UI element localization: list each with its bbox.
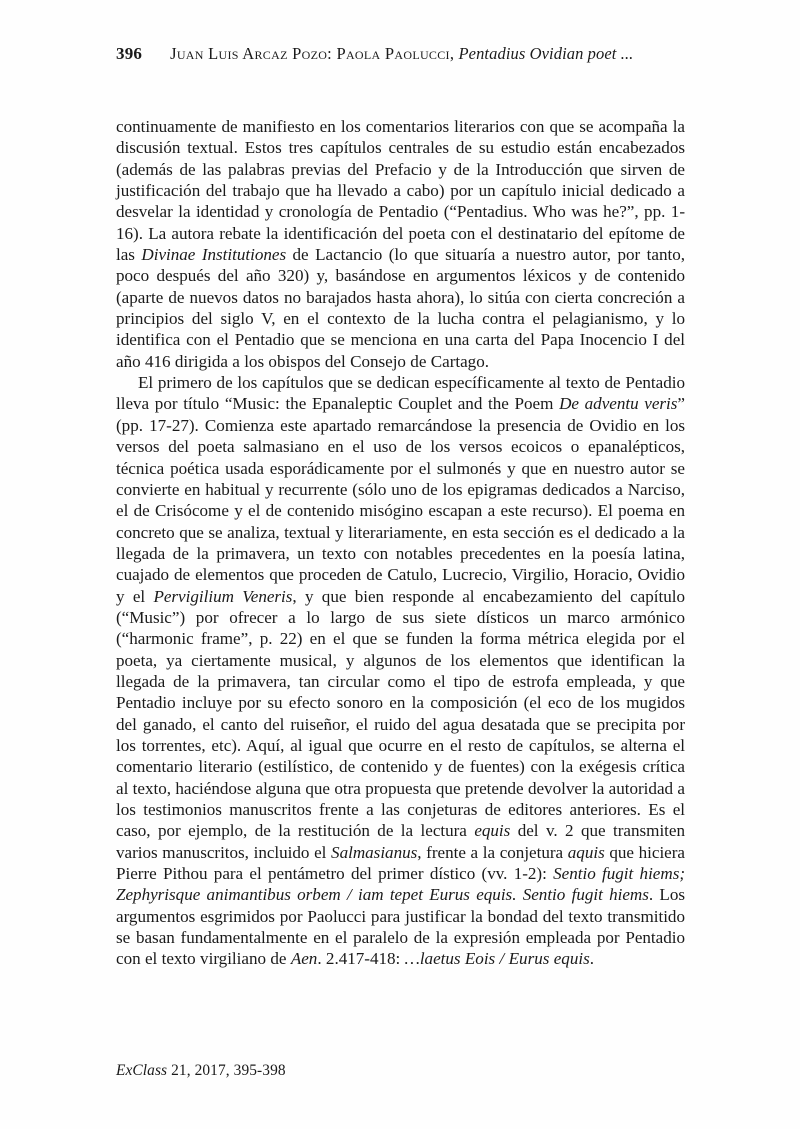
text-run-roman: , frente a la conjetura [417, 842, 568, 862]
text-run-italic: Aen [290, 949, 318, 969]
text-run-italic: Salmasianus [331, 842, 418, 862]
text-run-roman: continuamente de manifiesto en los comentarios literarios con que se acompaña la discusión textual. Estos tres capítulos centrales de su estudio están encabezados (además de las palabras previas del Prefacio y de la Introducción que sirven de justificación del trabajo que ha llevado a cabo) por un capítulo inicial dedicado a desvelar la identidad y cronología de Pentadio (“Pentadius. Who was he?”, pp. 1-16). La autora rebate la identificación del poeta con el destinatario del epítome de las [116, 117, 685, 265]
text-run-roman: de Lactancio (lo que situaría a nuestro autor, por tanto, poco después del año 320) y, basándose en argumentos léxicos y de contenido (aparte de nuevos datos no barajados hasta ahora), lo sitúa con cierta concreción a principios del siglo V, en el contexto de la lucha contra el pelagianismo, y lo identifica con el Pentadio que se menciona en una carta del Papa Inocencio I del año 416 dirigida a los obispos del Consejo de Cartago. [116, 245, 685, 371]
paragraph-1 [116, 116, 685, 372]
journal-citation: 21, 2017, 395-398 [167, 1062, 286, 1079]
text-run-roman: que hiciera Pierre Pithou para el pentámetro del primer dístico (vv. 1-2): [116, 842, 685, 884]
text-run-italic: Sentio fugit hiems; Zephyrisque animantibus orbem / iam tepet Eurus equis. Sentio fugit hiems [116, 864, 685, 905]
running-header-authors: Juan Luis Arcaz Pozo: Paola Paolucci, [170, 44, 455, 63]
text-run-italic: equis [474, 821, 511, 841]
text-run-roman: , y que bien responde al encabezamiento del capítulo (“Music”) por ofrecer a lo largo de sus siete dísticos un marco armónico (“harmonic frame”, p. 22) en el que se funden la forma métrica elegida por el poeta, ya ciertamente musical, y algunos de los elementos que identifican la llegada de la primavera, tan circular como el tipo de estrofa empleada, y que Pentadio incluye por su efecto sonoro en la composición (el eco de los mugidos del ganado, el canto del ruiseñor, el ruido del agua desatada que se precipita por los torrentes, etc). Aquí, al igual que ocurre en el resto de capítulos, se alterna el comentario literario (estilístico, de contenido y de fuentes) con la exégesis crítica al texto, haciéndose alguna que otra propuesta que pretende devolver la autoridad a los testimonios manuscritos frente a las conjeturas de editores anteriores. Es el caso, por ejemplo, de la restitución de la lectura [116, 586, 685, 841]
journal-name: ExClass [116, 1062, 168, 1079]
text-run-italic: Pervigilium Veneris [153, 586, 293, 606]
page-footer [116, 1062, 286, 1080]
text-run-roman: ” (pp. 17-27). Comienza este apartado remarcándose la presencia de Ovidio en los versos del poeta salmasiano en el uso de los versos ecoicos o epanalépticos, técnica poética usada esporádicamente por el sulmonés y que en nuestro autor se convierte en habitual y recurrente (sólo uno de los epigramas dedicados a Narciso, el de Crisócome y el de contenido misógino escapan a este recurso). El poema en concreto que se analiza, textual y literariamente, en esta sección es el dedicado a la llegada de la primavera, un texto con notables precedentes en la poesía latina, cuajado de elementos que proceden de Catulo, Lucrecio, Virgilio, Horacio, Ovidio y el [116, 394, 685, 606]
page-number: 396 [116, 44, 143, 63]
running-header-title-text: Pentadius Ovidian poet ... [458, 44, 634, 63]
text-run-italic: Divinae Institutiones [141, 245, 287, 265]
body-text-block [116, 116, 685, 970]
text-run-roman: El primero de los capítulos que se dedican específicamente al texto de Pentadio lleva por título “Music: the Epanaleptic Couplet and the Poem [116, 373, 685, 414]
text-run-roman: . [589, 949, 594, 969]
text-run-roman: . Los argumentos esgrimidos por Paolucci para justificar la bondad del texto transmitido se basan fundamentalmente en el paralelo de la expresión empleada por Pentadio con el texto virgiliano de [116, 885, 685, 969]
running-header [116, 44, 684, 68]
text-run-italic: De adventu veris [559, 394, 678, 414]
text-run-roman: . 2.417-418: [317, 949, 405, 969]
paragraph-2 [116, 372, 685, 970]
running-header-title [454, 44, 633, 64]
text-run-italic: …laetus Eois / Eurus equis [404, 949, 590, 969]
text-run-roman: del v. 2 que transmiten varios manuscritos, incluido el [116, 821, 685, 862]
text-run-italic: aquis [567, 842, 605, 862]
